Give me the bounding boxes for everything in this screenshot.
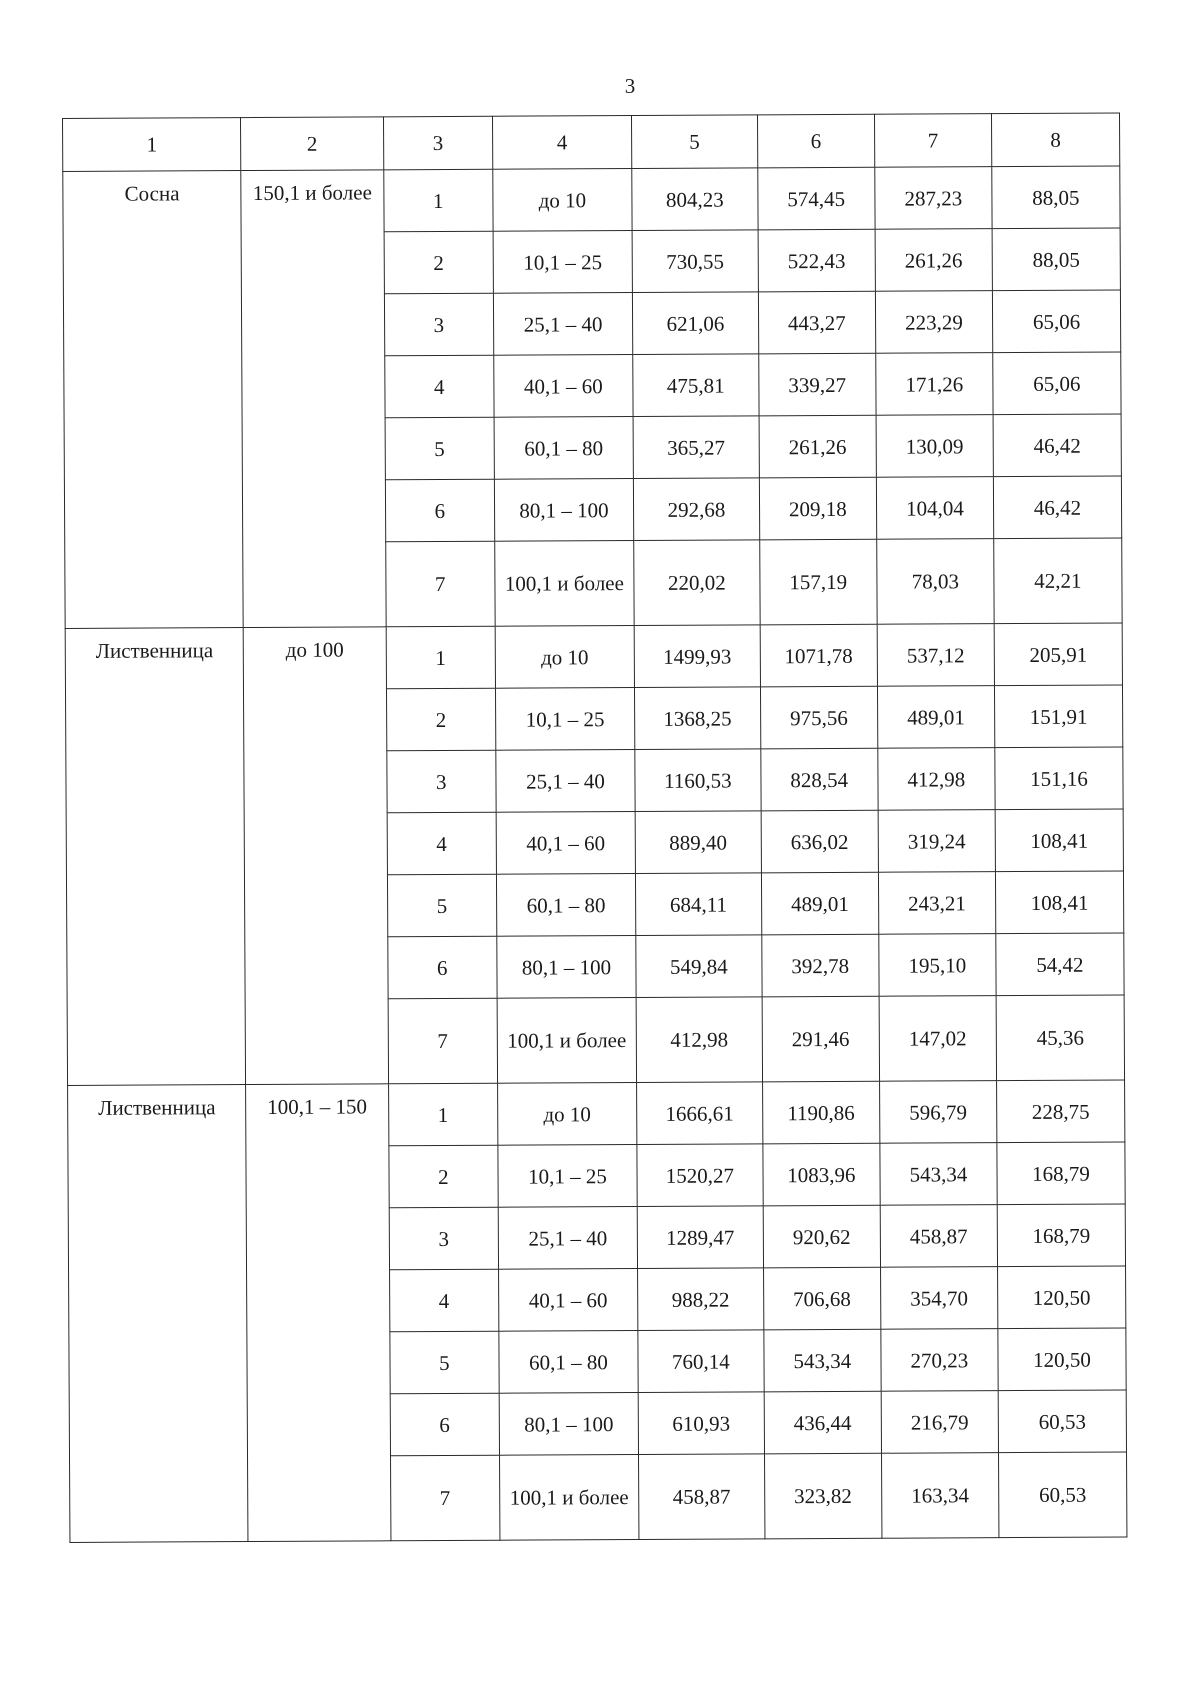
table-cell: 151,16 [995, 747, 1123, 810]
table-cell: 684,11 [635, 873, 761, 936]
table-cell: 828,54 [761, 748, 878, 811]
table-cell: 760,14 [638, 1330, 764, 1393]
species-cell: Лиственница [65, 628, 246, 1086]
table-cell: 60,53 [998, 1390, 1126, 1453]
table-cell: 291,46 [762, 996, 880, 1082]
table-cell: 3 [389, 1207, 499, 1270]
table-cell: 80,1 – 100 [494, 479, 633, 542]
table-cell: 60,53 [998, 1452, 1127, 1538]
table-cell: 6 [385, 479, 495, 542]
table-cell: 549,84 [636, 935, 762, 998]
table-cell: 3 [384, 293, 494, 356]
table-cell: до 10 [495, 626, 634, 689]
table-cell: 270,23 [881, 1329, 998, 1392]
table-cell: 706,68 [763, 1267, 880, 1330]
table-cell: 1520,27 [637, 1144, 763, 1207]
table-cell: 1190,86 [762, 1081, 879, 1144]
table-cell: 392,78 [762, 934, 879, 997]
table-cell: 543,34 [764, 1329, 881, 1392]
table-cell: 88,05 [992, 228, 1120, 291]
table-cell: 65,06 [992, 290, 1120, 353]
table-cell: 1666,61 [636, 1082, 762, 1145]
table-cell: 168,79 [997, 1204, 1125, 1267]
table-cell: 80,1 – 100 [497, 936, 636, 999]
table-cell: 40,1 – 60 [494, 355, 633, 418]
header-row [63, 113, 1120, 172]
table-cell: 475,81 [633, 354, 759, 417]
table-cell: 100,1 и более [495, 541, 634, 627]
table-cell: 40,1 – 60 [499, 1269, 638, 1332]
price-table-sheet [62, 112, 1127, 1543]
table-cell: 25,1 – 40 [496, 750, 635, 813]
table-cell: 10,1 – 25 [498, 1145, 637, 1208]
column-header: 4 [492, 116, 631, 170]
table-cell: 223,29 [875, 291, 992, 354]
price-table [62, 112, 1127, 1543]
range-cell: 100,1 – 150 [246, 1084, 391, 1542]
table-cell: 443,27 [758, 291, 875, 354]
table-cell: 1 [386, 626, 496, 689]
species-cell: Сосна [63, 171, 244, 629]
table-cell: 108,41 [995, 809, 1123, 872]
page-number: 3 [624, 74, 636, 98]
table-cell: 287,23 [875, 167, 992, 230]
table-cell: 220,02 [634, 540, 760, 626]
table-cell: 54,42 [996, 933, 1124, 996]
table-cell: 6 [390, 1393, 500, 1456]
table-row [68, 1080, 1125, 1148]
table-cell: 5 [387, 874, 497, 937]
column-header: 7 [874, 114, 991, 168]
table-cell: 4 [387, 812, 497, 875]
table-cell: 40,1 – 60 [496, 812, 635, 875]
table-cell: 261,26 [759, 415, 876, 478]
table-cell: 60,1 – 80 [499, 1331, 638, 1394]
table-cell: 168,79 [997, 1142, 1125, 1205]
table-cell: 25,1 – 40 [493, 293, 632, 356]
table-cell: 730,55 [632, 230, 758, 293]
table-cell: 975,56 [760, 686, 877, 749]
table-cell: 195,10 [879, 934, 996, 997]
column-header: 2 [241, 117, 384, 171]
table-cell: 157,19 [759, 539, 877, 625]
table-cell: 522,43 [758, 229, 875, 292]
table-cell: 46,42 [993, 414, 1121, 477]
table-cell: 163,34 [881, 1453, 999, 1539]
table-cell: 65,06 [993, 352, 1121, 415]
table-cell: 1289,47 [637, 1206, 763, 1269]
table-cell: 323,82 [764, 1453, 882, 1539]
table-cell: 7 [385, 541, 495, 627]
table-cell: 596,79 [879, 1081, 996, 1144]
table-cell: до 10 [498, 1083, 637, 1146]
table-cell: 4 [384, 355, 494, 418]
table-cell: 2 [384, 231, 494, 294]
table-cell: 100,1 и более [497, 998, 636, 1084]
table-cell: 636,02 [761, 810, 878, 873]
table-cell: 108,41 [995, 871, 1123, 934]
table-cell: 339,27 [759, 353, 876, 416]
table-cell: 147,02 [879, 996, 997, 1082]
table-cell: 60,1 – 80 [496, 874, 635, 937]
table-cell: 1160,53 [635, 749, 761, 812]
column-header: 6 [757, 114, 874, 168]
table-cell: 489,01 [877, 686, 994, 749]
table-cell: 543,34 [880, 1143, 997, 1206]
table-cell: 1083,96 [763, 1143, 880, 1206]
table-cell: 7 [388, 998, 498, 1084]
column-header: 5 [631, 115, 757, 169]
table-cell: 60,1 – 80 [494, 417, 633, 480]
table-row [65, 623, 1122, 691]
table-cell: 489,01 [761, 872, 878, 935]
table-cell: 920,62 [763, 1205, 880, 1268]
table-cell: 1 [388, 1083, 498, 1146]
table-cell: 2 [388, 1145, 498, 1208]
table-cell: 261,26 [875, 229, 992, 292]
table-cell: 1499,93 [634, 625, 760, 688]
table-cell: 889,40 [635, 811, 761, 874]
column-header: 1 [63, 118, 242, 172]
table-cell: 10,1 – 25 [495, 688, 634, 751]
table-cell: 171,26 [876, 353, 993, 416]
table-cell: 120,50 [997, 1266, 1125, 1329]
table-cell: 130,09 [876, 415, 993, 478]
table-cell: 104,04 [876, 477, 993, 540]
range-cell: до 100 [244, 627, 389, 1085]
table-cell: 412,98 [636, 997, 762, 1083]
table-cell: 458,87 [638, 1454, 764, 1540]
table-cell: 458,87 [880, 1205, 997, 1268]
table-cell: 151,91 [994, 685, 1122, 748]
table-body [63, 166, 1127, 1543]
table-cell: 45,36 [996, 995, 1125, 1081]
table-cell: 209,18 [759, 477, 876, 540]
table-cell: 412,98 [878, 748, 995, 811]
table-cell: 88,05 [992, 166, 1120, 229]
table-cell: 6 [387, 936, 497, 999]
column-header: 3 [383, 116, 493, 170]
table-cell: 4 [389, 1269, 499, 1332]
species-cell: Лиственница [68, 1085, 249, 1543]
table-cell: 5 [385, 417, 495, 480]
table-cell: 205,91 [994, 623, 1122, 686]
table-cell: 1 [383, 169, 493, 232]
table-cell: до 10 [493, 169, 632, 232]
table-cell: 3 [386, 750, 496, 813]
table-cell: 120,50 [998, 1328, 1126, 1391]
table-cell: 1071,78 [760, 624, 877, 687]
column-header: 8 [991, 113, 1119, 167]
table-cell: 25,1 – 40 [498, 1207, 637, 1270]
table-cell: 46,42 [993, 476, 1121, 539]
table-cell: 574,45 [758, 167, 875, 230]
table-cell: 216,79 [881, 1391, 998, 1454]
table-cell: 2 [386, 688, 496, 751]
table-cell: 365,27 [633, 416, 759, 479]
table-cell: 243,21 [878, 872, 995, 935]
table-cell: 292,68 [633, 478, 759, 541]
table-cell: 5 [389, 1331, 499, 1394]
table-cell: 80,1 – 100 [499, 1393, 638, 1456]
table-cell: 804,23 [632, 168, 758, 231]
table-cell: 436,44 [764, 1391, 881, 1454]
table-cell: 537,12 [877, 624, 994, 687]
table-cell: 228,75 [996, 1080, 1124, 1143]
table-cell: 10,1 – 25 [493, 231, 632, 294]
table-row [63, 166, 1120, 234]
table-cell: 1368,25 [634, 687, 760, 750]
table-cell: 42,21 [994, 538, 1123, 624]
table-cell: 7 [390, 1455, 500, 1541]
table-cell: 78,03 [877, 539, 995, 625]
table-cell: 610,93 [638, 1392, 764, 1455]
table-cell: 100,1 и более [499, 1455, 638, 1541]
table-cell: 354,70 [880, 1267, 997, 1330]
table-cell: 621,06 [632, 292, 758, 355]
range-cell: 150,1 и более [241, 170, 386, 628]
table-cell: 988,22 [637, 1268, 763, 1331]
table-cell: 319,24 [878, 810, 995, 873]
